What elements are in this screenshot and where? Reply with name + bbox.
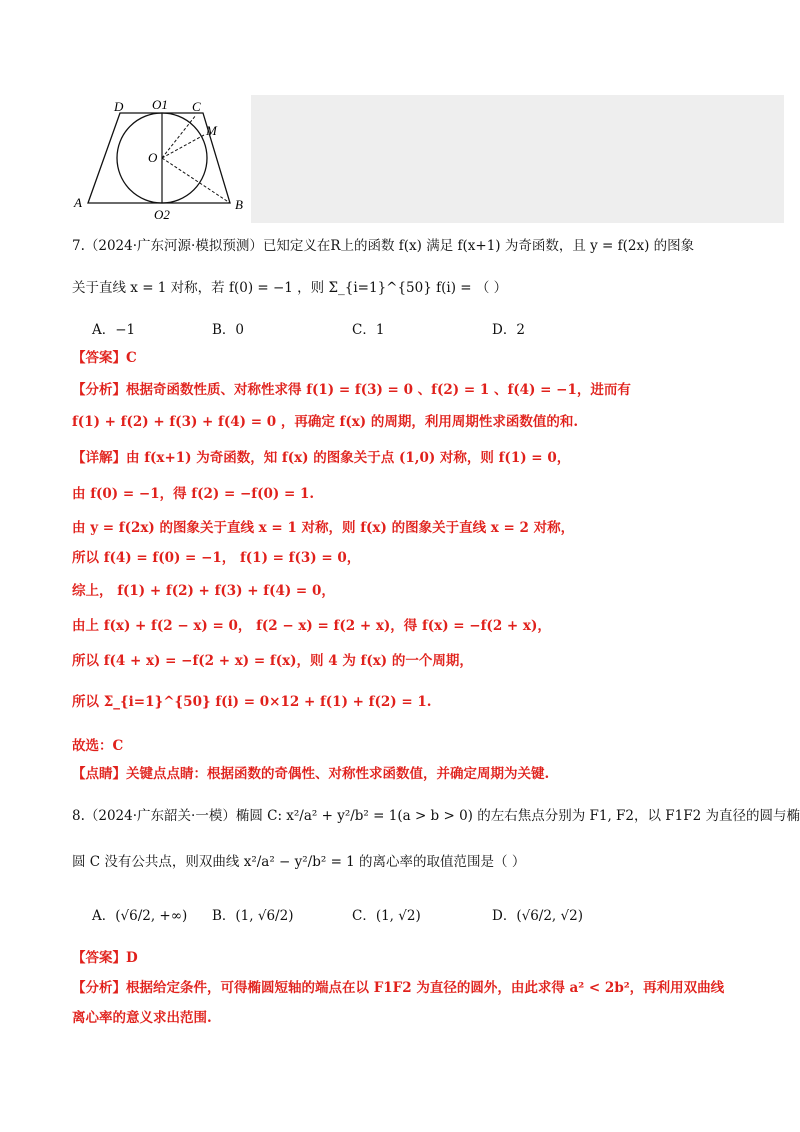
q8-option-a: A．(√6/2, +∞) [92,908,188,924]
label-d: D [114,99,124,114]
segment-o-c [162,115,196,158]
q7-option-c: C．1 [352,322,385,338]
label-c: C [192,99,201,114]
q7-detail-line3: 由 y = f(2x) 的图象关于直线 x = 1 对称，则 f(x) 的图象关于直线 x = 2 对称， [72,520,575,536]
q8-analysis-line1: 【分析】根据给定条件，可得椭圆短轴的端点在以 F1F2 为直径的圆外，由此求得 a² < 2b²，再利用双曲线 [72,980,725,996]
q7-detail-line2: 由 f(0) = −1，得 f(2) = −f(0) = 1. [72,486,315,502]
q7-choice: 故选：C [72,738,124,754]
q7-option-b: B．0 [212,322,245,338]
q7-stem-line2: 关于直线 x = 1 对称，若 f(0) = −1 ，则 Σ_{i=1}^{50} f(i) = （ ） [72,280,508,296]
label-a: A [74,195,82,210]
q8-stem-line2: 圆 C 没有公共点，则双曲线 x²/a² − y²/b² = 1 的离心率的取值范围是（ ） [72,854,526,870]
q7-stem-line1: 7.（2024·广东河源·模拟预测）已知定义在R上的函数 f(x) 满足 f(x+1) 为奇函数，且 y = f(2x) 的图象 [72,238,695,254]
q7-detail-line8: 所以 Σ_{i=1}^{50} f(i) = 0×12 + f(1) + f(2) = 1. [72,694,432,710]
q7-detail-line5: 综上， f(1) + f(2) + f(3) + f(4) = 0， [72,583,335,599]
label-o: O [148,150,158,165]
q7-answer: 【答案】C [72,350,137,366]
q7-detail-line7: 所以 f(4 + x) = −f(2 + x) = f(x)，则 4 为 f(x) 的一个周期， [72,653,473,669]
trapezoid-circle-figure [70,95,255,223]
figure-gray-panel [251,95,784,223]
segment-o-m [162,135,204,158]
q8-answer: 【答案】D [72,950,138,966]
label-o2: O2 [154,207,170,222]
q7-detail-line4: 所以 f(4) = f(0) = −1， f(1) = f(3) = 0， [72,550,361,566]
segment-o-b [162,158,230,203]
q8-option-b: B．(1, √6/2) [212,908,294,924]
q7-option-a: A．−1 [92,322,136,338]
label-m: M [206,123,217,138]
q7-option-d: D．2 [492,322,525,338]
q7-analysis-line1: 【分析】根据奇函数性质、对称性求得 f(1) = f(3) = 0 、f(2) = 1 、f(4) = −1，进而有 [72,382,631,398]
q8-option-c: C．(1, √2) [352,908,421,924]
label-b: B [235,197,243,212]
q7-key-point: 【点睛】关键点点睛：根据函数的奇偶性、对称性求函数值，并确定周期为关键. [72,766,550,782]
q7-analysis-line2: f(1) + f(2) + f(3) + f(4) = 0 ，再确定 f(x) 的周期，利用周期性求函数值的和. [72,414,579,430]
q8-stem-line1: 8.（2024·广东韶关·一模）椭圆 C: x²/a² + y²/b² = 1(a > b > 0) 的左右焦点分别为 F1, F2，以 F1F2 为直径的圆与椭 [72,808,800,824]
q8-analysis-line2: 离心率的意义求出范围. [72,1010,212,1026]
q7-detail-line6: 由上 f(x) + f(2 − x) = 0， f(2 − x) = f(2 + x)，得 f(x) = −f(2 + x)， [72,618,551,634]
q7-detail-line1: 【详解】由 f(x+1) 为奇函数，知 f(x) 的图象关于点 (1,0) 对称，则 f(1) = 0， [72,450,571,466]
q8-option-d: D．(√6/2, √2) [492,908,583,924]
label-o1: O1 [152,97,168,112]
